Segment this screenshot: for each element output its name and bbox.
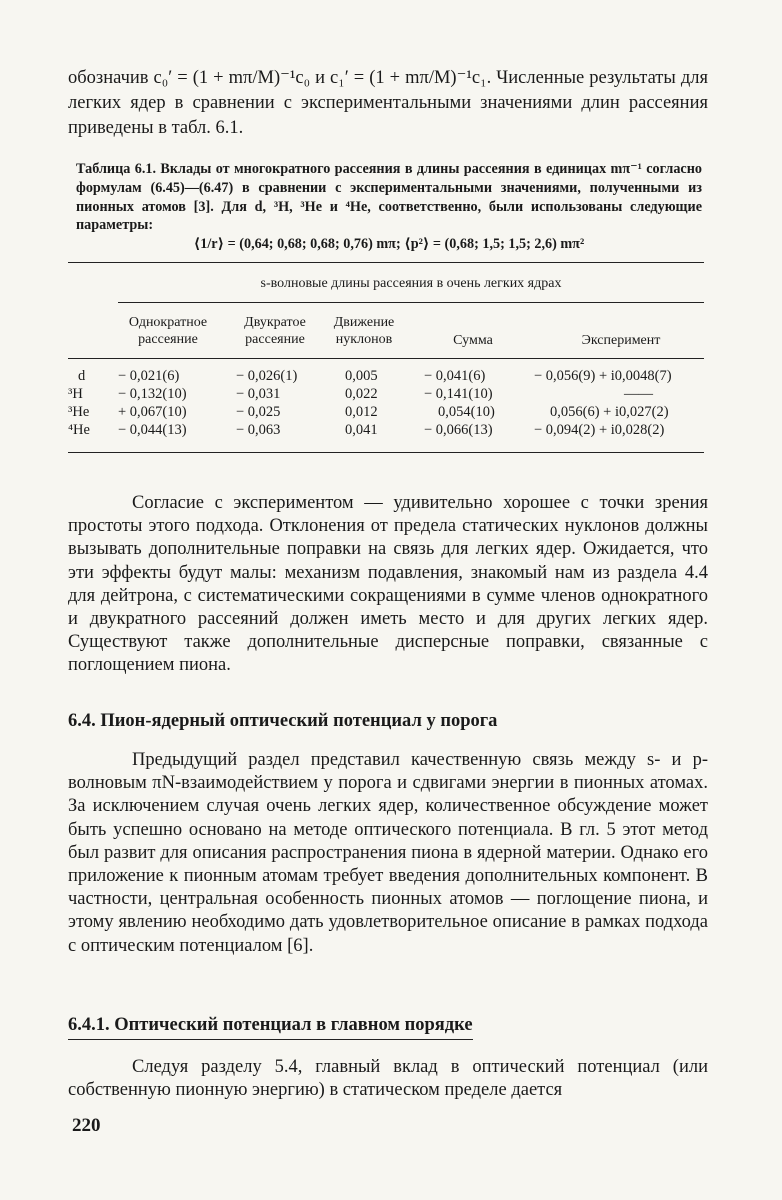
intro-paragraph: обозначив c₀′ = (1 + mπ/M)⁻¹c₀ и c₁′ = (1 + mπ/M)⁻¹c₁. Численные результаты для легких ядер в сравнении с экспериментальными значениями длин рассеяния приведены в табл. 6.1. (68, 68, 708, 138)
cell-experiment: —— (624, 386, 653, 402)
cell-double: − 0,025 (236, 404, 281, 420)
cell-sum: − 0,041(6) (424, 368, 486, 384)
cell-motion: 0,041 (345, 422, 378, 438)
page-number: 220 (72, 1115, 101, 1136)
table-columns-rule (68, 358, 704, 359)
table-header-rule (118, 302, 704, 303)
table-top-rule (68, 262, 704, 263)
cell-single: − 0,044(13) (118, 422, 187, 438)
paragraph-optical-potential: Предыдущий раздел представил качественную связь между s- и p-волновым πN-взаимодействием у порога и сдвигами энергии в пионных атомах. За исключением случая очень легких ядер, количественное обсуждение может быть успешно основано на методе оптического потенциала. В гл. 5 этот метод был развит для описания распространения пиона в ядерной материи. Однако его приложение к пионным атомам требует введения дополнительных компонент. В частности, центральная особенность пионных атомов — поглощение пиона, и этому явлению необходимо дать удовлетворительное описание в рамках подхода с оптическим потенциалом [6]. (68, 750, 708, 956)
paragraph-agreement: Согласие с экспериментом — удивительно хорошее с точки зрения простоты этого подхода. Отклонения от предела статических нуклонов должны вызывать дополнительные поправки на связь для легких ядер. Ожидается, что эти эффекты будут малы: механизм подавления, знакомый нам из раздела 4.4 для дейтрона, с систематическими сокращениями в сумме членов однократного и двукратного рассеяний должен иметь место и для других легких ядер. Существуют также дополнительные дисперсные поправки, связанные с поглощением пиона. (68, 493, 708, 676)
cell-experiment: − 0,056(9) + i0,0048(7) (534, 368, 672, 384)
column-header-sum: Сумма (453, 333, 493, 348)
column-header-motion: Движение нуклонов (333, 315, 395, 347)
book-page (68, 0, 708, 1200)
section-number: 6.4. (68, 711, 96, 731)
cell-double: − 0,031 (236, 386, 281, 402)
table-row (68, 368, 708, 386)
section-heading (68, 711, 497, 732)
cell-double: − 0,063 (236, 422, 281, 438)
cell-single: + 0,067(10) (118, 404, 187, 420)
cell-experiment: 0,056(6) + i0,027(2) (550, 404, 669, 420)
cell-single: − 0,132(10) (118, 386, 187, 402)
table-row (68, 422, 708, 440)
table-caption (76, 160, 702, 254)
cell-sum: − 0,141(10) (424, 386, 493, 402)
table-header: s-волновые длины рассеяния в очень легких ядрах (260, 276, 562, 291)
column-header-single: Однократное рассеяние (128, 315, 208, 347)
table-row (68, 404, 708, 422)
paragraph-leading-order: Следуя разделу 5.4, главный вклад в оптический потенциал (или собственную пионную энергию) в статическом пределе дается (68, 1057, 708, 1101)
cell-experiment: − 0,094(2) + i0,028(2) (534, 422, 665, 438)
cell-nucleus: ³H (68, 386, 83, 402)
column-header-experiment: Эксперимент (581, 333, 661, 348)
cell-motion: 0,005 (345, 368, 378, 384)
subsection-number: 6.4.1. (68, 1015, 110, 1035)
cell-nucleus: ⁴He (68, 422, 90, 438)
cell-motion: 0,022 (345, 386, 378, 402)
subsection-title: Оптический потенциал в главном порядке (114, 1015, 473, 1035)
subsection-heading (68, 1015, 473, 1040)
section-title: Пион-ядерный оптический потенциал у порога (100, 711, 498, 731)
column-header-double: Двукратое рассеяние (244, 315, 306, 347)
cell-motion: 0,012 (345, 404, 378, 420)
cell-double: − 0,026(1) (236, 368, 298, 384)
cell-single: − 0,021(6) (118, 368, 180, 384)
table-caption-params: ⟨1/r⟩ = (0,64; 0,68; 0,68; 0,76) mπ; ⟨p²⟩ = (0,68; 1,5; 1,5; 2,6) mπ² (193, 236, 585, 253)
cell-sum: − 0,066(13) (424, 422, 493, 438)
cell-sum: 0,054(10) (438, 404, 495, 420)
table-bottom-rule (68, 452, 704, 453)
table-caption-text: Таблица 6.1. Вклады от многократного рассеяния в длины рассеяния в единицах mπ⁻¹ согласно формулам (6.45)—(6.47) в сравнении с экспериментальными значениями, полученными из пионных атомов [3]. Для d, ³H, ³He и ⁴He, соответственно, были использованы следующие параметры: (76, 161, 702, 234)
cell-nucleus: d (78, 368, 86, 384)
cell-nucleus: ³He (68, 404, 90, 420)
table-row (68, 386, 708, 404)
